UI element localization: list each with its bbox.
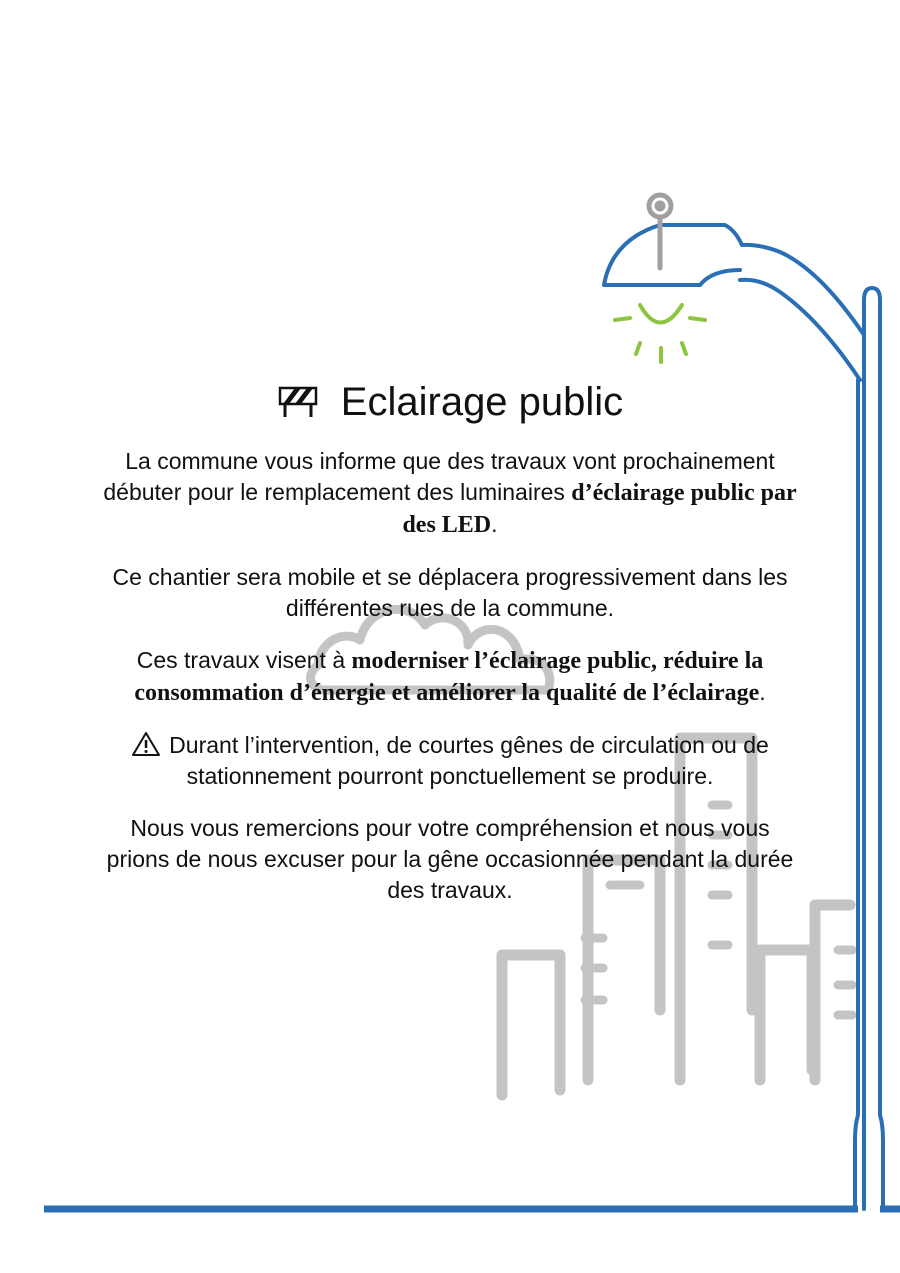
bulb-fixture	[649, 195, 671, 268]
paragraph-mobile-worksite	[100, 562, 800, 624]
announcement-end: .	[491, 511, 498, 537]
paragraph-warning	[100, 730, 800, 792]
notice-content	[100, 372, 800, 927]
roadwork-barrier-icon	[277, 384, 319, 420]
warning-icon	[131, 731, 161, 757]
goals-bold: moderniser l’éclairage public, réduire la consommation d’énergie et améliorer la qualité de l’éclairage	[134, 648, 764, 706]
building-left	[502, 955, 560, 1095]
paragraph-thanks	[100, 813, 800, 906]
announcement-bold: d’éclairage public par des LED	[402, 480, 797, 538]
mobile-worksite-text: Ce chantier sera mobile et se déplacera progressivement dans les différentes rues de la commune.	[112, 564, 788, 621]
title-row	[100, 372, 800, 432]
light-rays	[615, 305, 705, 362]
building-far-right	[815, 905, 850, 1080]
warning-text: Durant l’intervention, de courtes gênes de circulation ou de stationnement pourront ponctuellement se produire.	[169, 732, 769, 789]
building-right	[760, 950, 812, 1080]
announcement-text: La commune vous informe que des travaux vont prochainement débuter pour le remplacement des luminaires	[103, 448, 775, 505]
goals-end: .	[759, 679, 766, 705]
lamp-head	[604, 225, 742, 285]
paragraph-announcement	[100, 446, 800, 541]
page-title: Eclairage public	[340, 380, 624, 424]
goals-text: Ces travaux visent à	[136, 647, 352, 673]
thanks-text: Nous vous remercions pour votre compréhension et nous vous prions de nous excuser pour la gêne occasionnée pendant la durée des travaux.	[106, 815, 794, 903]
paragraph-goals	[100, 645, 800, 709]
